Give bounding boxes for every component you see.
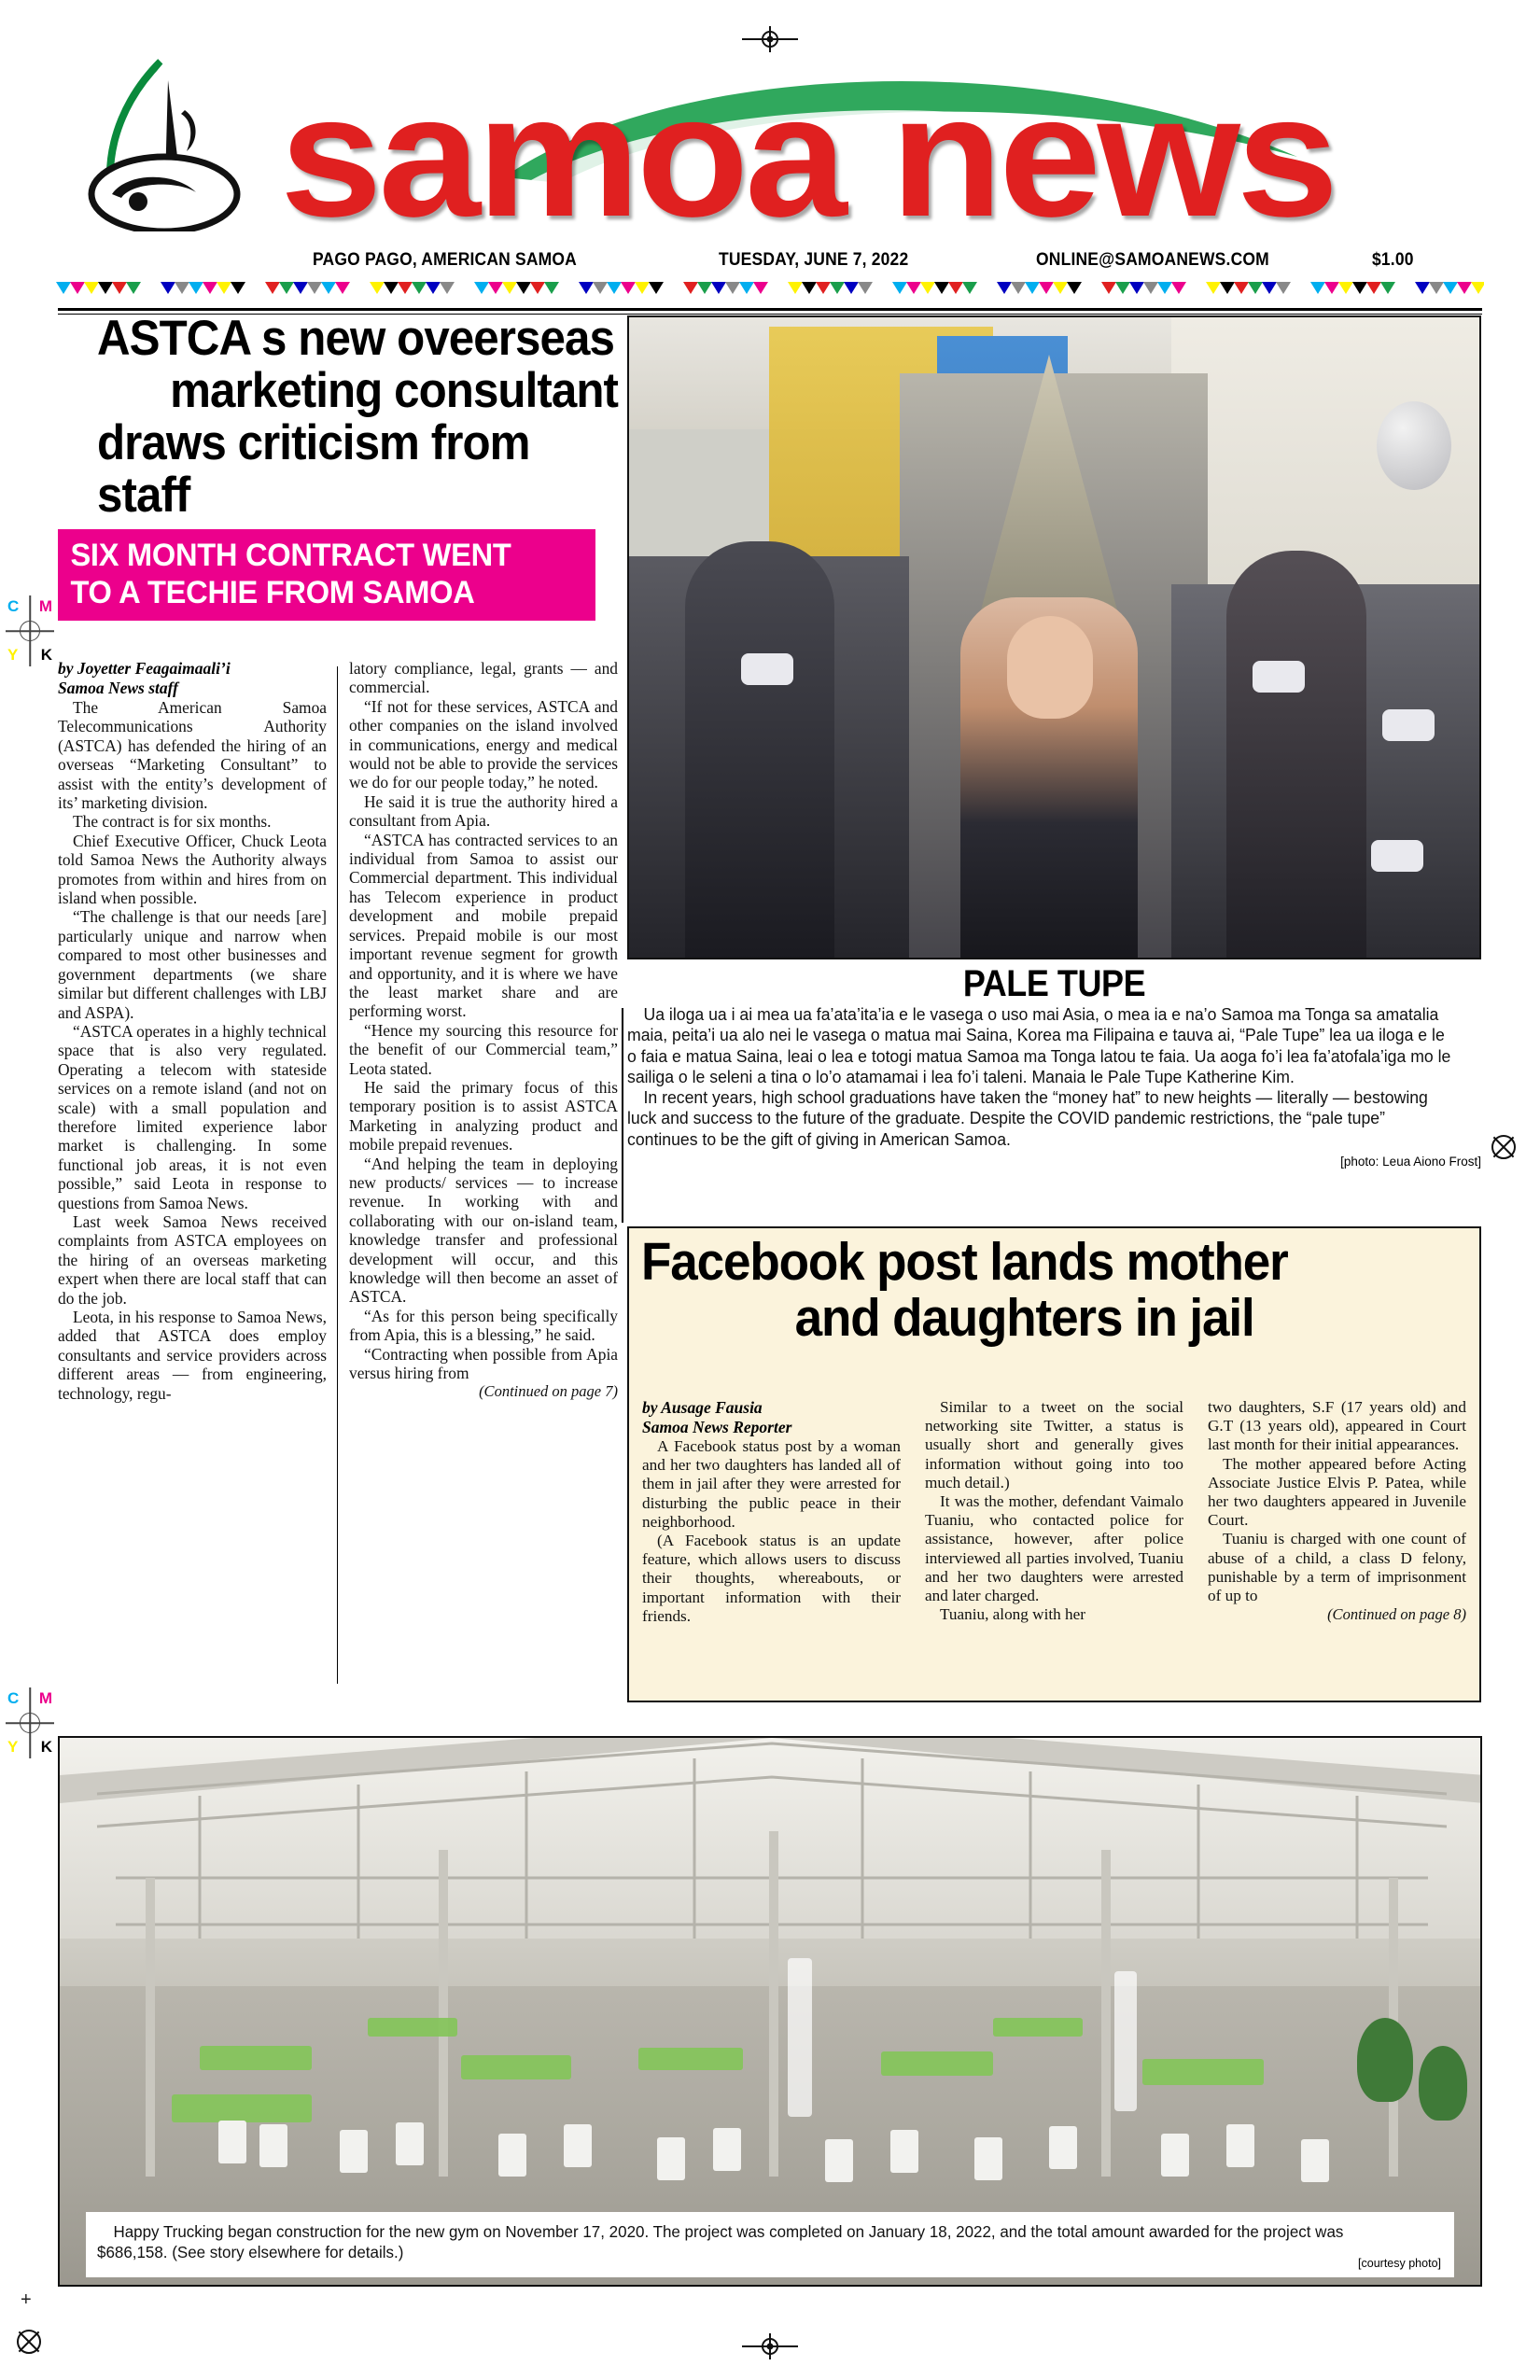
fb-column-3 xyxy=(1208,1398,1466,1624)
fb-column-2 xyxy=(925,1398,1183,1624)
masthead-info-bar xyxy=(0,250,1540,278)
paragraph: “ASTCA has contracted services to an individual from Samoa to assist our Commercial department. This individual has Telecom experience in product development and mobile prepaid services. Prepaid mobile is our most important revenue segment for growth and opportunity, and it is where we have the least market share and are performing worst. xyxy=(349,830,618,1021)
cmyk-y-label: Y xyxy=(7,646,19,664)
masthead-email: ONLINE@SAMOANEWS.COM xyxy=(1036,250,1269,270)
fb-column-3-body xyxy=(1208,1398,1466,1624)
facebook-story-box xyxy=(627,1226,1481,1702)
cmyk-c-label: C xyxy=(7,597,20,615)
paragraph: “Hence my sourcing this resource for the benefit of our Commercial team,” Leota stated. xyxy=(349,1020,618,1078)
cmyk-c-label-2: C xyxy=(7,1689,20,1707)
fb-column-1 xyxy=(642,1398,901,1626)
paragraph: Last week Samoa News received complaints from ASTCA employees on the hiring of an overseas marketing expert when there are local staff that can do the job. xyxy=(58,1211,327,1308)
paragraph: (A Facebook status is an update feature, which allows users to discuss their thoughts, whereabouts, or important information with their friends. xyxy=(642,1532,901,1625)
headline-line-2: marketing consultant xyxy=(170,363,618,418)
registration-mark-top xyxy=(742,26,798,52)
cmyk-m-label-2: M xyxy=(38,1689,52,1707)
lead-story-column-1 xyxy=(58,659,327,1403)
bottom-photo-caption xyxy=(86,2212,1454,2277)
lead-byline xyxy=(58,659,327,698)
lead-continued-note[interactable]: (Continued on page 7) xyxy=(479,1382,618,1401)
paragraph: He said it is true the authority hired a consultant from Apia. xyxy=(349,791,618,831)
fb-headline-line-2: and daughters in jail xyxy=(794,1288,1254,1348)
caption-body xyxy=(627,1004,1456,1150)
bottom-caption-text: Happy Trucking began construction for the new gym on November 17, 2020. The project was completed on January 18, 2022, and the total amount awarded for the project was $686,158. (See story elsewhere for details.) xyxy=(97,2222,1344,2261)
fb-continued-note[interactable]: (Continued on page 8) xyxy=(1327,1605,1466,1624)
fb-byline-role: Samoa News Reporter xyxy=(642,1418,792,1436)
nameplate xyxy=(280,60,1503,253)
fb-column-1-body xyxy=(642,1437,901,1626)
lead-byline-author: by Joyetter Feagaimaali’i xyxy=(58,659,231,678)
cmyk-color-bar-bottom xyxy=(7,1689,52,1757)
paragraph: “The challenge is that our needs [are] particularly unique and narrow when compared to most other businesses and government departments (we share similar but different challenges with LBJ and ASPA). xyxy=(58,907,327,1022)
lead-story-kicker xyxy=(58,529,595,621)
paragraph: “As for this person being specifically from Apia, this is a blessing,” he said. xyxy=(349,1306,618,1345)
headline-line-3: draws criticism from staff xyxy=(97,415,530,523)
paragraph: He said the primary focus of this temporary position is to assist ASTCA Marketing in analyzing product and mobile prepaid revenues. xyxy=(349,1077,618,1155)
fb-byline-author: by Ausage Fausia xyxy=(642,1398,763,1417)
fb-story-columns xyxy=(642,1398,1469,1697)
paragraph: “ASTCA operates in a highly technical space that is also very regulated. Operating a telecom with stateside services on a remote island (and not on scale) with a small population and therefore limited experience labor market is challenging. In some functional job areas, it is not even possible,” said Leota in response to questions from Samoa News. xyxy=(58,1021,327,1212)
fb-story-headline xyxy=(629,1228,1420,1346)
caption-headline: PALE TUPE xyxy=(962,963,1146,1004)
top-photo-credit: [photo: Leua Aiono Frost] xyxy=(1340,1155,1481,1169)
paragraph: The American Samoa Telecommunications Authority (ASTCA) has defended the hiring of an overseas “Marketing Consultant” to assist with the entity’s development of its’ marketing division. xyxy=(58,698,327,813)
paragraph: two daughters, S.F (17 years old) and G.T (13 years old), appeared in Court last month for their initial appearances. xyxy=(1208,1398,1466,1454)
masthead-date: TUESDAY, JUNE 7, 2022 xyxy=(719,250,909,270)
lead-column-2-body xyxy=(349,659,618,1402)
lead-story-columns xyxy=(58,659,618,1686)
registration-mark-bottom xyxy=(742,2333,798,2359)
caption-paragraph-english: In recent years, high school graduations have taken the “money hat” to new heights — literally — bestowing luck and success to the future of the graduate. Despite the COVID pandemic restrictions, the “pale tupe” continues to be the gift of giving in American Samoa. xyxy=(627,1088,1428,1149)
headline-line-1: ASTCA s new oveerseas xyxy=(97,311,614,366)
paragraph: “And helping the team in deploying new products/ services — to increase revenue. In working with and collaborating with our on-island team, knowledge transfer and professional development will occur, and this knowledge will then become an asset of ASTCA. xyxy=(349,1154,618,1307)
cmyk-color-bar-top xyxy=(7,597,52,665)
cmyk-y-label-2: Y xyxy=(7,1738,19,1756)
cmyk-k-label: K xyxy=(40,646,52,664)
corner-registration-bottom-left xyxy=(17,2330,41,2354)
paragraph: Tuaniu is charged with one count of abuse of a child, a class D felony, punishable by a term of imprisonment of up to xyxy=(1208,1530,1466,1605)
top-photo-caption xyxy=(627,963,1481,1169)
kicker-line-1: SIX MONTH CONTRACT WENT xyxy=(70,538,511,573)
fb-column-2-body xyxy=(925,1398,1183,1624)
paragraph: Tuaniu, along with her xyxy=(940,1605,1085,1624)
paragraph: Chief Executive Officer, Chuck Leota told Samoa News the Authority always promotes from within and hires from on island when possible. xyxy=(58,831,327,908)
caption-paragraph-samoan: Ua iloga ua i ai mea ua fa’ata’ita’ia e le vasega o uso mai Asia, o mea ia e na’o Samoa ma Tonga sa amatalia maia, peita’i ua alo nei le vasega o matua mai Saina, Korea ma Filipaina e tauva ai, “Pale Tupe” lea ua iloga e le o faia e matua Saina, leai o lea e totogi matua Samoa ma Tonga latou te faia. Ua aoga fo’i lea fa’atofala’iga mo le sailiga o le seleni a tina o lo’o atamamai i lea fo’i taleni. Manaia le Pale Tupe Katherine Kim. xyxy=(627,1005,1451,1086)
lead-story-headline xyxy=(97,313,618,522)
masthead-price: $1.00 xyxy=(1372,250,1414,270)
paragraph: The mother appeared before Acting Associate Justice Elvis P. Patea, while her two daughters appeared in Juvenile Court. xyxy=(1208,1454,1466,1530)
fb-headline-line-1: Facebook post lands mother xyxy=(641,1232,1288,1292)
masthead-place: PAGO PAGO, AMERICAN SAMOA xyxy=(313,250,578,270)
paragraph: The contract is for six months. xyxy=(73,812,272,832)
fb-byline xyxy=(642,1398,901,1437)
bottom-photo-gym xyxy=(58,1736,1482,2287)
kicker-line-2: TO A TECHIE FROM SAMOA xyxy=(70,575,475,610)
paragraph: “Contracting when possible from Apia versus hiring from xyxy=(349,1344,618,1383)
lead-column-1-body xyxy=(58,698,327,1403)
paragraph: latory compliance, legal, grants — and commercial. xyxy=(349,659,618,697)
color-registration-strip xyxy=(56,282,1484,295)
corner-registration-right xyxy=(1491,1135,1516,1159)
cmyk-k-label-2: K xyxy=(40,1738,52,1756)
lead-story-header xyxy=(58,313,618,621)
paragraph: A Facebook status post by a woman and her two daughters has landed all of them in jail after they were arrested for disturbing the public peace in their neighborhood. xyxy=(642,1437,901,1531)
cmyk-m-label: M xyxy=(38,597,52,615)
column-divider xyxy=(337,666,338,1684)
bottom-photo-credit: [courtesy photo] xyxy=(1358,2257,1441,2270)
top-photo-graduation xyxy=(627,315,1481,959)
lead-byline-role: Samoa News staff xyxy=(58,679,178,697)
paragraph: Leota, in his response to Samoa News, added that ASTCA does employ consultants and service providers across different areas — from engineering, technology, regu- xyxy=(58,1308,327,1403)
paragraph: It was the mother, defendant Vaimalo Tuaniu, who contacted police for assistance, however, after police interviewed all parties involved, Tuaniu and her two daughters were arrested and later charged. xyxy=(925,1492,1183,1605)
plus-crop-mark: + xyxy=(21,2289,32,2310)
paragraph: Similar to a tweet on the social networking site Twitter, a status is usually short and generally gives information without going into too much detail.) xyxy=(925,1398,1183,1491)
nameplate-title: samoa news xyxy=(280,60,1336,253)
lead-story-column-2 xyxy=(349,659,618,1402)
paragraph: “If not for these services, ASTCA and other companies on the island involved in communications, energy and medical would not be able to provide the services we do for our people today,” he noted. xyxy=(349,696,618,792)
